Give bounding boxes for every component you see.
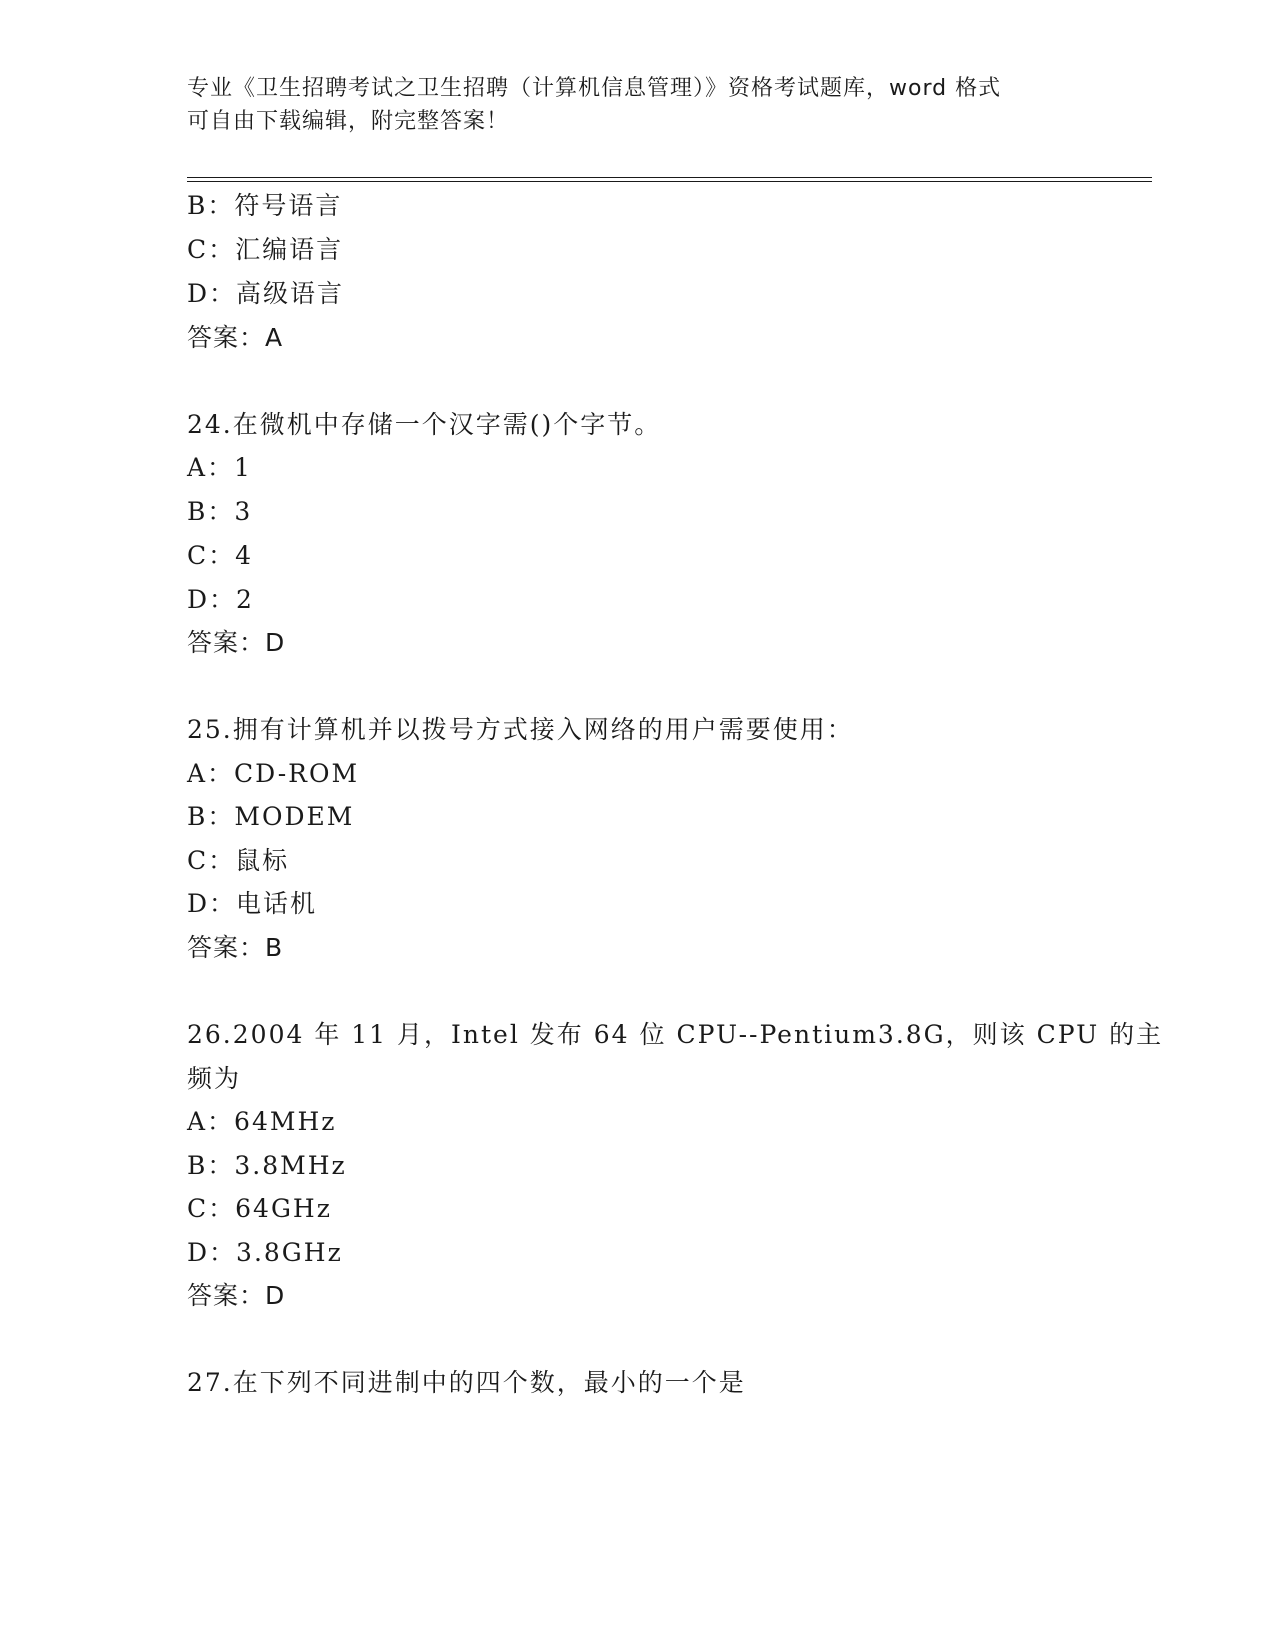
q25-stem: 25.拥有计算机并以拨号方式接入网络的用户需要使用：	[187, 715, 854, 744]
q23-answer: 答案：A	[187, 323, 284, 352]
header-line-1: 专业《卫生招聘考试之卫生招聘（计算机信息管理）》资格考试题库，word 格式	[187, 76, 1002, 101]
q24-option-a: A：1	[187, 453, 252, 482]
q23-option-c: C：汇编语言	[187, 235, 344, 264]
q23-option-d: D：高级语言	[187, 279, 345, 308]
document-header	[187, 72, 1087, 138]
q24-option-c: C：4	[187, 541, 254, 570]
header-line-2: 可自由下载编辑，附完整答案！	[187, 109, 510, 134]
header-divider-bottom	[187, 181, 1152, 182]
q25-option-b: B：MODEM	[187, 802, 355, 831]
q23-option-b: B：符号语言	[187, 191, 343, 220]
q24-answer: 答案：D	[187, 628, 286, 657]
q26-stem-line-2: 频为	[187, 1064, 242, 1093]
q26-option-a: A：64MHz	[187, 1107, 337, 1136]
q25-answer: 答案：B	[187, 933, 284, 962]
q26-option-c: C：64GHz	[187, 1194, 332, 1223]
q24-option-b: B：3	[187, 497, 253, 526]
q24-stem: 24.在微机中存储一个汉字需()个字节。	[187, 410, 662, 439]
q27-stem: 27.在下列不同进制中的四个数，最小的一个是	[187, 1368, 746, 1397]
q25-option-c: C：鼠标	[187, 846, 290, 875]
q24-option-d: D：2	[187, 585, 254, 614]
q26-option-b: B：3.8MHz	[187, 1151, 347, 1180]
q25-option-a: A：CD-ROM	[187, 759, 360, 788]
q25-option-d: D：电话机	[187, 889, 318, 918]
q26-answer: 答案：D	[187, 1281, 286, 1310]
q26-stem-line-1: 26.2004 年 11 月，Intel 发布 64 位 CPU--Pentium3.8G，则该 CPU 的主	[187, 1020, 1164, 1049]
header-divider-top	[187, 177, 1152, 178]
q26-option-d: D：3.8GHz	[187, 1238, 343, 1267]
